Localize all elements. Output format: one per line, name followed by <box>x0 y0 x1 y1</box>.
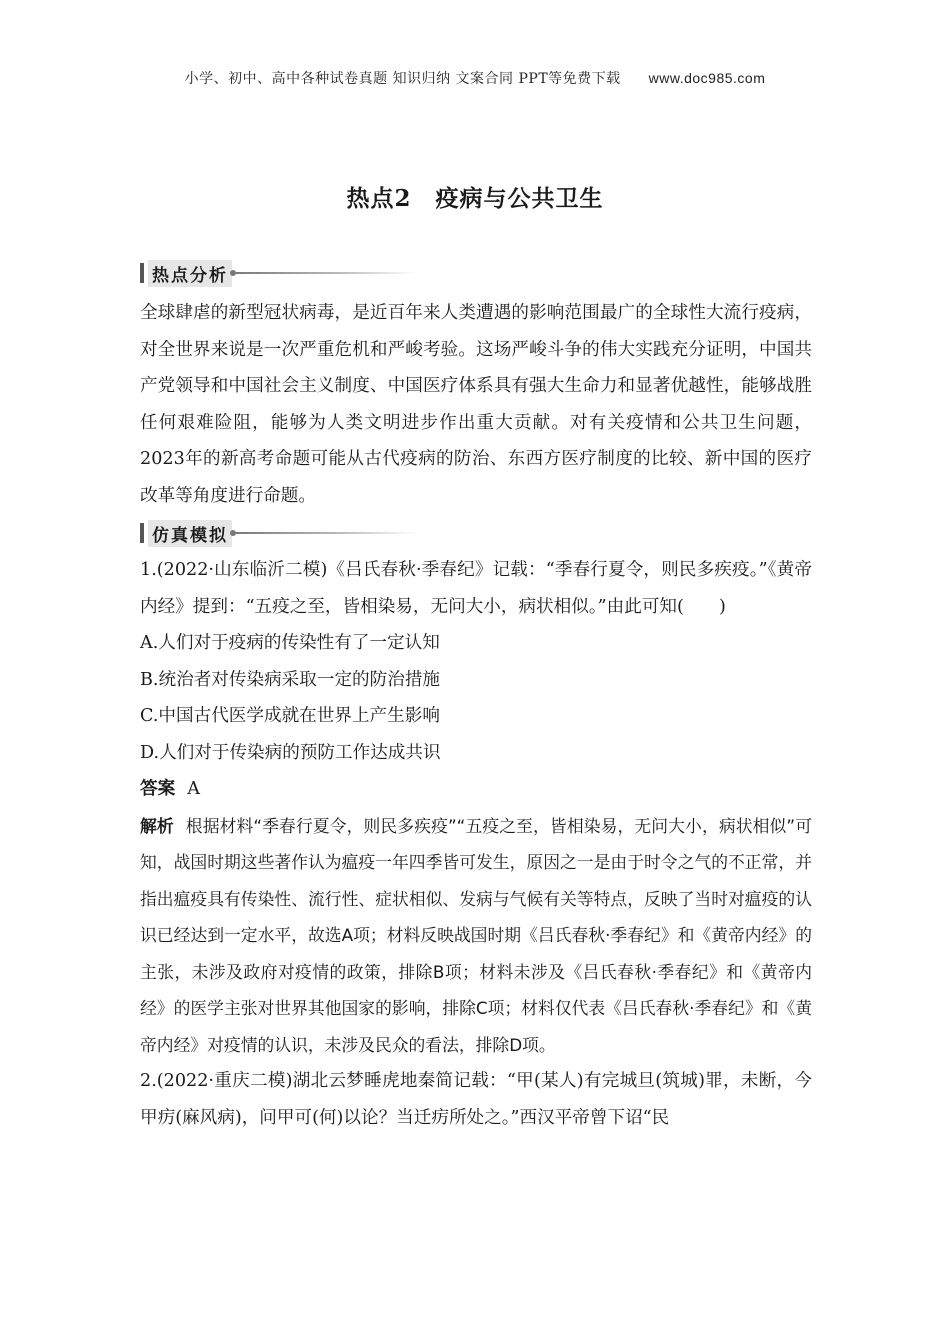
question1-analysis <box>140 808 812 1064</box>
analysis-label: 解析 <box>140 815 174 836</box>
analysis-block <box>140 295 812 514</box>
question1-option-a: A.人们对于疫病的传染性有了一定认知 <box>140 633 440 653</box>
title-part1: 热点2 <box>346 185 412 212</box>
page-title <box>0 180 950 213</box>
question1-block <box>140 552 812 1136</box>
analysis-paragraph: 全球肆虐的新型冠状病毒，是近百年来人类遭遇的影响范围最广的全球性大流行疫病，对全世界来说是一次严重危机和严峻考验。这场严峻斗争的伟大实践充分证明，中国共产党领导和中国社会主义制度、中国医疗体系具有强大生命力和显著优越性，能够战胜任何艰难险阻，能够为人类文明进步作出重大贡献。对有关疫情和公共卫生问题，2023年的新高考命题可能从古代疫病的防治、东西方医疗制度的比较、新中国的医疗改革等角度进行命题。 <box>140 303 812 506</box>
section-label-simulation: 仿真模拟 <box>148 520 232 547</box>
question1-stem: 1.(2022·山东临沂二模)《吕氏春秋·季春纪》记载：“季春行夏令，则民多疾疫。”《黄帝内经》提到：“五疫之至，皆相染易，无问大小，病状相似。”由此可知( ) <box>140 560 812 617</box>
question2-stem: 2.(2022·重庆二模)湖北云梦睡虎地秦简记载：“甲(某人)有完城旦(筑城)罪，未断，今甲疠(麻风病)，问甲可(何)以论？当迁疠所处之。”西汉平帝曾下诏“民 <box>140 1071 812 1128</box>
section-rule <box>236 272 416 274</box>
header-text: 小学、初中、高中各种试卷真题 知识归纳 文案合同 PPT等免费下载 <box>184 71 621 87</box>
answer-value: A <box>187 779 200 799</box>
section-label-analysis: 热点分析 <box>148 260 232 287</box>
title-part2: 疫病与公共卫生 <box>435 185 604 212</box>
question1-option-b: B.统治者对传染病采取一定的防治措施 <box>140 669 441 690</box>
answer-label: 答案 <box>140 779 176 799</box>
section-rule <box>236 532 416 534</box>
section-bar <box>140 523 144 543</box>
question1-option-d: D.人们对于传染病的预防工作达成共识 <box>140 742 441 763</box>
section-heading-simulation <box>140 520 416 546</box>
analysis-text: 根据材料“季春行夏令，则民多疾疫”“五疫之至，皆相染易，无问大小，病状相似”可知，战国时期这些著作认为瘟疫一年四季皆可发生，原因之一是由于时令之气的不正常，并指出瘟疫具有传染性、流行性、症状相似、发病与气候有关等特点，反映了当时对瘟疫的认识已经达到一定水平，故选A项；材料反映战国时期《吕氏春秋·季春纪》和《黄帝内经》的主张，未涉及政府对疫情的政策，排除B项；材料未涉及《吕氏春秋·季春纪》和《黄帝内经》的医学主张对世界其他国家的影响，排除C项；材料仅代表《吕氏春秋·季春纪》和《黄帝内经》对疫情的认识，未涉及民众的看法，排除D项。 <box>140 815 812 1055</box>
section-bar <box>140 263 144 283</box>
question1-answer <box>140 771 812 808</box>
section-heading-analysis <box>140 260 416 286</box>
question1-option-c: C.中国古代医学成就在世界上产生影响 <box>140 706 440 726</box>
header-site-link[interactable]: www.doc985.com <box>648 70 766 86</box>
page-header <box>0 68 950 88</box>
